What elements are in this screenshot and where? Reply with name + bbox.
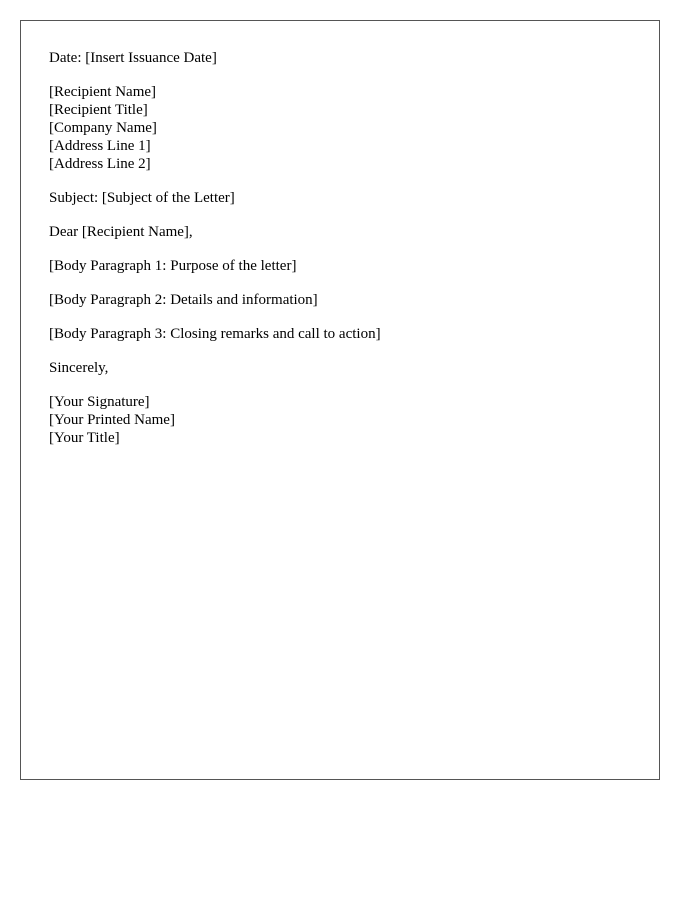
body-paragraph-2-text: [Body Paragraph 2: Details and information]: [49, 292, 318, 308]
body-paragraph-2: [49, 291, 639, 309]
letter-salutation: Dear [Recipient Name],: [49, 224, 193, 240]
letter-content: [49, 49, 639, 463]
body-paragraph-3: [49, 325, 639, 343]
recipient-address-line-1: [Address Line 1]: [49, 138, 151, 154]
recipient-title: [Recipient Title]: [49, 102, 148, 118]
body-paragraph-1: [49, 257, 639, 275]
salutation-block: [49, 223, 639, 241]
recipient-company: [Company Name]: [49, 120, 157, 136]
body-paragraph-3-text: [Body Paragraph 3: Closing remarks and call to action]: [49, 326, 381, 342]
body-paragraph-1-text: [Body Paragraph 1: Purpose of the letter]: [49, 258, 297, 274]
letter-closing: Sincerely,: [49, 360, 109, 376]
date-block: [49, 49, 639, 67]
recipient-name: [Recipient Name]: [49, 84, 157, 100]
letter-page: [20, 20, 660, 780]
subject-block: [49, 189, 639, 207]
closing-block: [49, 359, 639, 377]
signature-title: [Your Title]: [49, 430, 120, 446]
recipient-block: [49, 83, 639, 173]
signature-block: [49, 393, 639, 447]
letter-subject: Subject: [Subject of the Letter]: [49, 190, 235, 206]
recipient-address-line-2: [Address Line 2]: [49, 156, 151, 172]
letter-date: Date: [Insert Issuance Date]: [49, 50, 217, 66]
signature-line: [Your Signature]: [49, 394, 150, 410]
signature-printed-name: [Your Printed Name]: [49, 412, 175, 428]
